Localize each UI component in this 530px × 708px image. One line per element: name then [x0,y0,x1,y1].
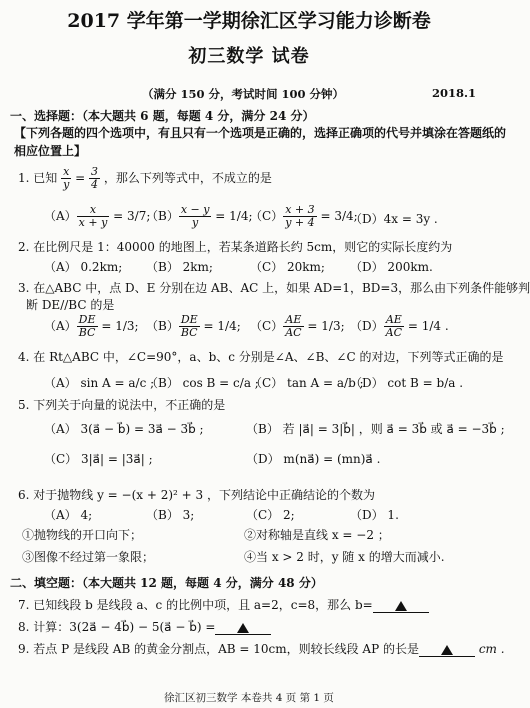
q5-option-d: （D） m(na⃗) = (mn)a⃗ . [246,452,381,466]
exam-subtitle: 初三数学 试卷 [188,46,310,67]
q2-option-b: （B） 2km; [146,260,213,274]
q6-option-c: （C） 2; [246,508,295,522]
q4-option-d: （D） cot B = b/a . [350,376,464,390]
triangle-icon [237,623,249,633]
exam-title: 2017 学年第一学期徐汇区学习能力诊断卷 [67,10,431,32]
q1-option-d: （D）4x = 3y . [350,212,438,226]
q5-option-a: （A） 3(a⃗ − b⃗) = 3a⃗ − 3b⃗ ; [44,422,204,436]
q6-statement-2: ②对称轴是直线 x = −2 ； [244,528,390,542]
q1-option-c: （C） $\frac{x + 3}{y + 4}$ = 3/4; [250,203,358,229]
triangle-icon [441,645,453,655]
q9-answer-blank [419,642,475,657]
q1-option-b: （B） $\frac{x - y}{y}$ = 1/4; [146,203,253,229]
q4-option-b: （B） cos B = c/a ; [146,376,259,390]
exam-date: 2018.1 [432,86,477,100]
q5-option-c: （C） 3|a⃗| = |3a⃗| ; [44,452,153,466]
q6-option-b: （B） 3; [146,508,195,522]
section1-instruction-line1: 【下列各题的四个选项中，有且只有一个选项是正确的，选择正确项的代号并填涂在答题纸的 [14,126,507,140]
section2-heading: 二、填空题：（本大题共 12 题，每题 4 分，满分 48 分） [10,576,323,590]
q6-prompt: 6. 对于抛物线 y = −(x + 2)² + 3 ，下列结论中正确结论的个数为 [18,488,375,502]
q6-option-a: （A） 4; [44,508,93,522]
q7-prompt: 7. 已知线段 b 是线段 a、c 的比例中项，且 a=2，c=8，那么 b= [18,596,429,613]
q7-answer-blank [373,598,429,613]
q3-option-d: （D） $\frac{AE}{AC}$ = 1/4 . [350,313,449,339]
q6-statement-4: ④当 x > 2 时，y 随 x 的增大而减小. [244,550,445,564]
q5-option-b: （B） 若 |a⃗| = 3|b⃗| ，则 a⃗ = 3b⃗ 或 a⃗ = −3b⃗ ; [246,422,505,436]
q5-prompt: 5. 下列关于向量的说法中，不正确的是 [18,398,226,412]
q1-prompt: 1. 已知 $\frac{x}{y}$ = $\frac{3}{4}$ ，那么下列等式中，不成立的是 [18,165,272,191]
page-footer: 徐汇区初三数学 本卷共 4 页 第 1 页 [164,692,334,704]
q3-option-c: （C） $\frac{AE}{AC}$ = 1/3; [250,313,345,339]
section1-heading: 一、选择题：（本大题共 6 题，每题 4 分，满分 24 分） [10,109,315,123]
triangle-icon [395,601,407,611]
q6-option-d: （D） 1. [350,508,399,522]
exam-info: （满分 150 分，考试时间 100 分钟） [142,87,345,101]
section1-instruction-line2: 相应位置上】 [14,144,87,158]
q1-option-a: （A） $\frac{x}{x + y}$ = 3/7; [44,203,151,229]
q3-option-a: （A） $\frac{DE}{BC}$ = 1/3; [44,313,139,339]
q2-prompt: 2. 在比例尺是 1：40000 的地图上，若某条道路长约 5cm，则它的实际长度约为 [18,240,453,254]
q6-statement-3: ③图像不经过第一象限； [22,550,155,564]
q8-answer-blank [215,620,271,635]
q4-option-c: （C） tan A = a/b ; [250,376,364,390]
q6-statement-1: ①抛物线的开口向下； [22,528,143,542]
q3-prompt-line1: 3. 在△ABC 中，点 D、E 分别在边 AB、AC 上，如果 AD=1，BD=3，那么由下列条件能够判 [18,281,530,295]
q4-option-a: （A） sin A = a/c ; [44,376,155,390]
q4-prompt: 4. 在 Rt△ABC 中，∠C=90°，a、b、c 分别是∠A、∠B、∠C 的对边，下列等式正确的是 [18,350,504,364]
q3-prompt-line2: 断 DE//BC 的是 [26,298,115,312]
q2-option-c: （C） 20km; [250,260,325,274]
q2-option-a: （A） 0.2km; [44,260,123,274]
q8-prompt: 8. 计算：3(2a⃗ − 4b⃗) − 5(a⃗ − b⃗) = [18,618,271,635]
q9-prompt: 9. 若点 P 是线段 AB 的黄金分割点，AB = 10cm，则较长线段 AP 的长是 cm . [18,642,505,656]
q3-option-b: （B） $\frac{DE}{BC}$ = 1/4; [146,313,241,339]
q2-option-d: （D） 200km. [350,260,433,274]
